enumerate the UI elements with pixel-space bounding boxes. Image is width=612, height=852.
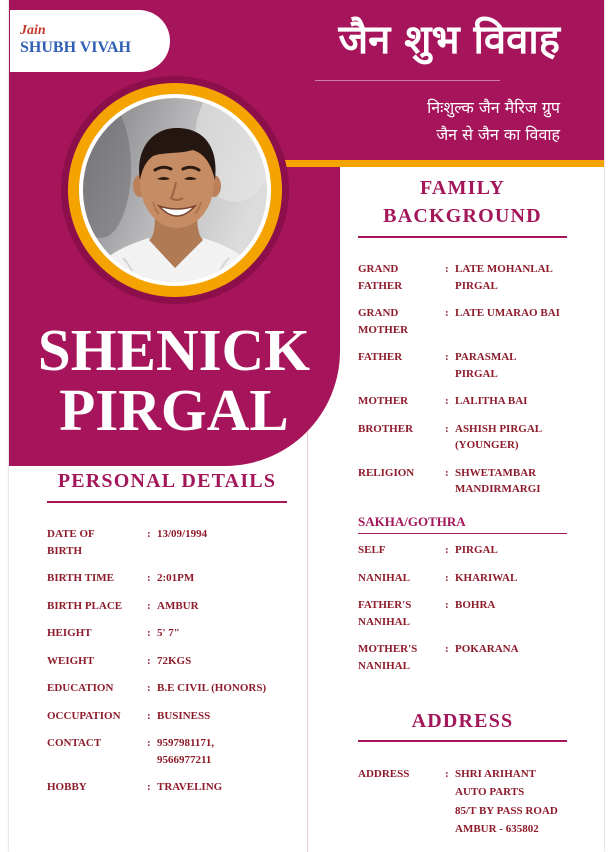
grand-father-value: LATE MOHANLAL PIRGAL (455, 263, 553, 292)
hobby-row (47, 779, 302, 796)
grand-father-separator: : (445, 263, 449, 275)
height-separator: : (147, 627, 151, 639)
page-title: जैन शुभ विवाह (338, 17, 560, 63)
birth-time-value: 2:01PM (157, 572, 195, 584)
weight-separator: : (147, 654, 151, 667)
occupation-label: OCCUPATION (47, 709, 121, 722)
self-value: PIRGAL (455, 544, 498, 556)
grand-father-label: GRAND FATHER (358, 263, 403, 292)
father-label: FATHER (358, 351, 403, 363)
address-label: ADDRESS (358, 768, 410, 780)
contact-separator: : (147, 737, 151, 749)
address-title: ADDRESS (411, 710, 514, 732)
date-of-birth-row (47, 526, 302, 559)
birth-time-row (47, 570, 302, 587)
education-row (47, 680, 302, 697)
tagline-jain-marriage: जैन से जैन का विवाह (436, 125, 560, 144)
occupation-separator: : (147, 709, 151, 722)
weight-label: WEIGHT (47, 654, 95, 667)
personal-details-underline (47, 501, 287, 503)
accent-stripe (285, 160, 604, 167)
family-background-underline (358, 236, 567, 238)
mother-s-nanihal-row (358, 641, 598, 674)
sakha-gothra-underline (358, 533, 567, 534)
weight-row (47, 653, 302, 670)
religion-value: SHWETAMBAR MANDIRMARGI (455, 466, 541, 495)
birth-place-label: BIRTH PLACE (47, 599, 123, 612)
brother-value: ASHISH PIRGAL (YOUNGER) (455, 422, 543, 451)
brother-label: BROTHER (358, 422, 414, 435)
address-row (358, 765, 598, 838)
grand-mother-value: LATE UMARAO BAI (455, 307, 560, 319)
date-of-birth-label: DATE OF BIRTH (47, 528, 95, 557)
sakha-gothra-title: SAKHA/GOTHRA (358, 514, 466, 529)
brother-row (358, 421, 598, 454)
height-row (47, 625, 302, 642)
mother-s-nanihal-label: MOTHER'S NANIHAL (358, 643, 418, 672)
father-s-nanihal-separator: : (445, 599, 449, 611)
address-separator: : (445, 768, 449, 780)
height-value: 5' 7" (157, 627, 180, 639)
birth-time-label: BIRTH TIME (47, 572, 114, 584)
grand-mother-label: GRAND MOTHER (358, 307, 409, 336)
occupation-row (47, 708, 302, 725)
grand-mother-separator: : (445, 307, 449, 319)
nanihal-value: KHARIWAL (455, 571, 518, 584)
date-of-birth-value: 13/09/1994 (157, 528, 208, 540)
address-underline (358, 740, 567, 742)
self-separator: : (445, 544, 449, 556)
religion-row (358, 465, 598, 498)
mother-row (358, 393, 598, 410)
hobby-value: TRAVELING (157, 781, 223, 793)
grand-father-row (358, 261, 598, 294)
father-row (358, 349, 598, 382)
height-label: HEIGHT (47, 627, 92, 639)
family-background-title: FAMILY BACKGROUND (383, 177, 542, 227)
mother-separator: : (445, 395, 449, 407)
occupation-value: BUSINESS (157, 709, 211, 722)
birth-place-value: AMBUR (157, 599, 199, 612)
brand-logo (10, 10, 170, 72)
mother-s-nanihal-value: POKARANA (455, 643, 519, 655)
personal-details-title: PERSONAL DETAILS (57, 470, 277, 492)
nanihal-separator: : (445, 571, 449, 584)
mother-value: LALITHA BAI (455, 395, 528, 407)
biodata-page (9, 0, 604, 852)
weight-value: 72KGS (157, 654, 192, 667)
hobby-separator: : (147, 781, 151, 793)
religion-separator: : (445, 466, 449, 479)
education-value: B.E CIVIL (HONORS) (157, 682, 267, 694)
father-s-nanihal-label: FATHER'S NANIHAL (358, 599, 412, 628)
birth-time-separator: : (147, 572, 151, 584)
brother-separator: : (445, 422, 449, 435)
father-s-nanihal-value: BOHRA (455, 599, 496, 611)
address-value: SHRI ARIHANT AUTO PARTS 85/T BY PASS ROAD AMBUR - 635802 (455, 768, 558, 835)
self-label: SELF (358, 544, 386, 556)
mother-s-nanihal-separator: : (445, 643, 449, 655)
personal-details-list (47, 526, 302, 807)
father-s-nanihal-row (358, 597, 598, 630)
tagline-free-group: निःशुल्क जैन मैरिज ग्रुप (427, 98, 560, 117)
column-divider (307, 420, 308, 852)
nanihal-row (358, 570, 598, 587)
profile-photo-frame (79, 94, 271, 286)
address-list (358, 765, 598, 849)
education-label: EDUCATION (47, 682, 114, 694)
nanihal-label: NANIHAL (358, 571, 410, 584)
contact-row (47, 735, 302, 768)
profile-name: SHENICK PIRGAL (37, 317, 311, 443)
contact-label: CONTACT (47, 737, 102, 749)
father-value: PARASMAL PIRGAL (455, 351, 517, 380)
father-separator: : (445, 351, 449, 363)
profile-photo (83, 98, 267, 282)
brand-prefix: Jain (20, 23, 46, 38)
birth-place-row (47, 598, 302, 615)
religion-label: RELIGION (358, 466, 415, 479)
contact-value: 9597981171, 9566977211 (157, 737, 215, 766)
title-underline (315, 80, 500, 81)
education-separator: : (147, 682, 151, 694)
self-row (358, 542, 598, 559)
birth-place-separator: : (147, 599, 151, 612)
family-background-list (358, 261, 598, 509)
sakha-gothra-list (358, 542, 598, 685)
mother-label: MOTHER (358, 395, 409, 407)
brand-name: SHUBH VIVAH (20, 39, 131, 56)
hobby-label: HOBBY (47, 781, 87, 793)
grand-mother-row (358, 305, 598, 338)
date-of-birth-separator: : (147, 528, 151, 540)
